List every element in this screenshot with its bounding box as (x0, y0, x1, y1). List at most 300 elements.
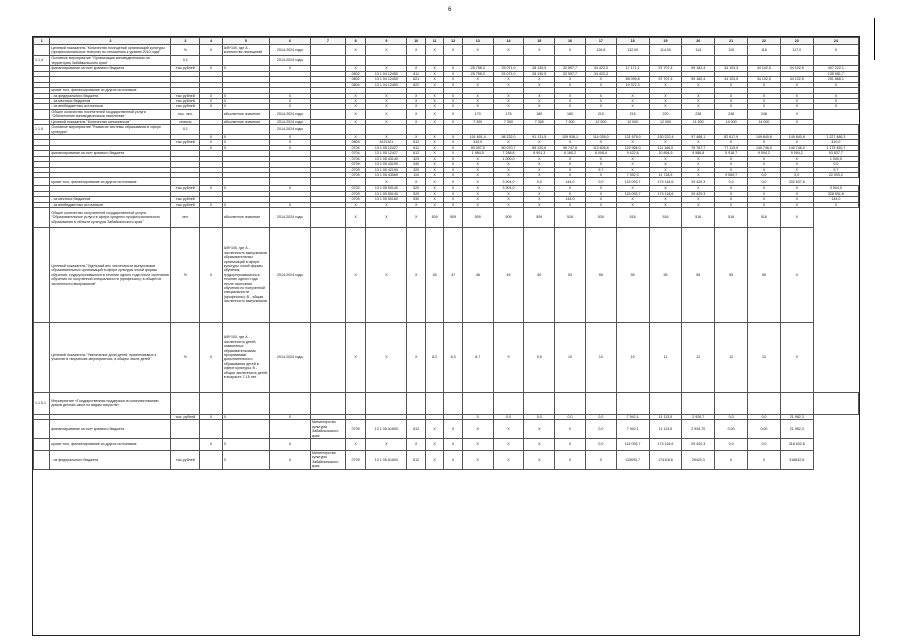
table-cell: X (585, 93, 616, 98)
table-cell (171, 438, 200, 450)
table-cell (524, 392, 555, 414)
table-cell: X (585, 202, 616, 207)
table-cell: X (345, 119, 366, 124)
table-cell: Министерство культуры Забайкальского края (310, 420, 345, 439)
header-row (34, 38, 859, 45)
table-cell: X (555, 167, 586, 172)
table-cell: 323 (407, 156, 425, 161)
table-cell: X (649, 197, 682, 202)
table-cell: X (649, 162, 682, 167)
table-cell: X (524, 191, 555, 196)
table-cell: X (444, 162, 462, 167)
table-cell: X (649, 167, 682, 172)
table-cell: X (524, 82, 555, 87)
table-cell: X (555, 186, 586, 191)
table-cell: X (493, 202, 524, 207)
budget-table-frame (32, 36, 860, 636)
table-cell: X (555, 45, 586, 56)
table-cell: 25 758,3 (462, 66, 493, 72)
table-cell: 9 094,2 (748, 151, 781, 156)
table-cell: 3 904,0 (813, 186, 858, 191)
table-cell (200, 56, 223, 66)
table-cell: X (780, 162, 813, 167)
table-cell: X (649, 156, 682, 161)
table-cell (780, 125, 813, 135)
row-title-cell: финансирование за счет краевого бюджета (50, 420, 171, 439)
table-cell (345, 125, 366, 135)
table-cell (366, 125, 407, 135)
table-cell: 55 (682, 227, 715, 322)
table-cell: X (200, 104, 223, 109)
table-cell: X (616, 202, 649, 207)
table-cell: 113 605,8 (585, 145, 616, 150)
table-cell: X (780, 109, 813, 119)
table-cell: 7 942,1 (616, 414, 649, 419)
table-cell: X (407, 45, 425, 56)
table-cell: X (345, 227, 366, 322)
table-row (34, 207, 859, 227)
table-cell: X (269, 450, 310, 469)
table-cell: X (493, 77, 524, 82)
table-cell: 2 926,7 (682, 414, 715, 419)
table-cell: 509 (425, 207, 443, 227)
table-cell: X (524, 197, 555, 202)
table-cell: 174 118,6 (649, 178, 682, 186)
table-cell: X (444, 191, 462, 196)
table-cell: X (682, 172, 715, 177)
table-cell: 7 300 (524, 119, 555, 124)
table-cell (310, 178, 345, 186)
table-cell: X (649, 202, 682, 207)
table-cell: X (715, 162, 748, 167)
table-cell: X (524, 186, 555, 191)
table-cell (407, 125, 425, 135)
table-cell: 516 (715, 207, 748, 227)
table-cell: 2014-2024 годы (269, 45, 310, 56)
table-cell: X (682, 99, 715, 104)
row-title-cell: Основное мероприятие "Организация киновидеопоказа на территории Забайкальского края" (50, 56, 171, 66)
table-cell: 328 591,6 (813, 191, 858, 196)
table-cell: 0,0 (715, 178, 748, 186)
table-cell: X (524, 162, 555, 167)
table-cell: X (493, 45, 524, 56)
table-cell: X (425, 82, 443, 87)
table-cell: 140 746,0 (780, 145, 813, 150)
table-cell: тыс.рублей (171, 66, 200, 72)
table-cell: 0802 (345, 77, 366, 82)
table-cell: 2014-2024 годы (269, 322, 310, 392)
table-cell (222, 420, 269, 439)
row-title-cell: Мероприятие «Государственная поддержка по комплектованию домов детских школ по видам искусств» (50, 392, 171, 414)
table-cell: X (269, 93, 310, 98)
table-cell: X (555, 77, 586, 82)
table-cell: 13 1 04 12450 (366, 72, 407, 77)
table-cell: 0802 (345, 72, 366, 77)
table-cell: % (171, 322, 200, 392)
table-cell: X (444, 197, 462, 202)
table-cell: 28 130,5 (524, 66, 555, 72)
table-cell: X (616, 197, 649, 202)
table-cell (444, 392, 462, 414)
table-cell: X (366, 202, 407, 207)
table-cell: X (444, 109, 462, 119)
table-cell: X (493, 167, 524, 172)
table-cell (200, 420, 223, 439)
table-cell: 8 901,3 (524, 151, 555, 156)
table-cell: 32 597,7 (555, 66, 586, 72)
table-cell: 0,0 (813, 162, 858, 167)
table-cell: X (366, 322, 407, 392)
table-cell: 34 103,3 (715, 66, 748, 72)
table-cell (310, 56, 345, 66)
table-cell: тыс. рублей (171, 414, 200, 419)
table-cell (310, 322, 345, 392)
table-cell: 9 069,7 (715, 172, 748, 177)
table-cell: 332 637,6 (780, 178, 813, 186)
table-cell: абсолютное значение (222, 109, 269, 119)
table-cell: X (462, 172, 493, 177)
table-cell: X (269, 66, 310, 72)
table-cell: X (425, 145, 443, 150)
table-cell: 115 093,7 (616, 178, 649, 186)
table-cell: X (748, 104, 781, 109)
table-cell (616, 56, 649, 66)
table-cell: 98 232,0 (493, 135, 524, 140)
table-cell: 320 (407, 167, 425, 172)
table-cell: 248 (715, 109, 748, 119)
table-cell: X (649, 99, 682, 104)
table-cell: X (585, 162, 616, 167)
table-cell: 21 982,3 (780, 414, 813, 419)
table-cell: X (813, 82, 858, 87)
table-cell: 115 093,7 (616, 191, 649, 196)
table-cell: X (366, 99, 407, 104)
table-cell: X (462, 202, 493, 207)
table-cell: X (444, 186, 462, 191)
table-cell: X (444, 145, 462, 150)
table-cell (366, 56, 407, 66)
table-cell (748, 56, 781, 66)
table-cell: X (200, 145, 223, 150)
table-cell: 0709 (345, 450, 366, 469)
table-cell: X (585, 186, 616, 191)
table-cell: X (555, 172, 586, 177)
margin-mark (874, 18, 875, 60)
table-cell: 611 (407, 145, 425, 150)
table-cell: X (269, 104, 310, 109)
column-header: 3 (171, 38, 200, 45)
table-cell: тыс.рублей (171, 202, 200, 207)
table-cell: X (555, 162, 586, 167)
table-cell: 76 767,7 (682, 145, 715, 150)
table-cell: X (462, 197, 493, 202)
table-cell: 96 747,8 (555, 145, 586, 150)
table-cell: X (616, 93, 649, 98)
table-cell: X (555, 438, 586, 450)
table-cell: 9,5 (524, 322, 555, 392)
table-cell: 0,1 (171, 56, 200, 66)
table-cell: Министерство культуры Забайкальского края (310, 450, 345, 469)
table-cell: X (444, 45, 462, 56)
table-cell (407, 392, 425, 414)
table-cell: 115 (715, 45, 748, 56)
table-cell: X (425, 77, 443, 82)
table-cell: X (425, 420, 443, 439)
table-row (34, 227, 859, 322)
column-header: 5 (222, 38, 269, 45)
table-cell: 11 500 (682, 119, 715, 124)
table-cell: X (345, 438, 366, 450)
table-cell: 11 113,5 (649, 420, 682, 439)
table-cell: X (715, 191, 748, 196)
table-cell: 117,0 (780, 45, 813, 56)
table-cell: 0,0 (555, 414, 586, 419)
table-cell (524, 125, 555, 135)
table-cell (780, 56, 813, 66)
table-cell: 318 632,6 (780, 438, 813, 450)
table-cell: 122 956,0 (616, 145, 649, 150)
table-cell (222, 56, 269, 66)
table-cell: 612 (407, 420, 425, 439)
table-cell: 0,0 (748, 178, 781, 186)
table-cell: X (345, 93, 366, 98)
table-cell: 170 (462, 109, 493, 119)
table-cell: 34 102,5 (780, 66, 813, 72)
table-cell: 13 1 05 43140 (366, 156, 407, 161)
table-cell: X (269, 140, 310, 145)
table-cell (780, 392, 813, 414)
table-cell: сеансы (171, 119, 200, 124)
table-cell: тыс.рублей (171, 197, 200, 202)
column-header: 7 (310, 38, 345, 45)
table-cell: X (425, 66, 443, 72)
table-cell: X (222, 99, 269, 104)
table-row (34, 178, 859, 186)
table-cell: 126,8 (585, 45, 616, 56)
table-cell: 93 837,7 (813, 151, 858, 156)
table-cell: 8,7 (462, 322, 493, 392)
table-cell (682, 392, 715, 414)
table-cell: 144,0 (555, 197, 586, 202)
table-cell: X (425, 151, 443, 156)
table-cell (310, 45, 345, 56)
table-cell: X (682, 156, 715, 161)
table-cell: 215 (616, 109, 649, 119)
table-cell: X (462, 104, 493, 109)
row-index-cell (34, 178, 50, 186)
table-cell: тыс. чел. (171, 109, 200, 119)
table-cell: X (585, 99, 616, 104)
column-header: 20 (682, 38, 715, 45)
row-index-cell (34, 207, 50, 227)
table-cell: X (555, 202, 586, 207)
table-cell: X (649, 82, 682, 87)
table-cell: 3 904,0 (493, 186, 524, 191)
table-cell: X (715, 186, 748, 191)
table-cell: X (345, 109, 366, 119)
row-index-cell (34, 438, 50, 450)
table-cell: 115 093,7 (616, 438, 649, 450)
table-cell: X (813, 93, 858, 98)
table-cell: 0704 (345, 145, 366, 150)
table-cell: 77 119,9 (715, 145, 748, 150)
table-cell: 530 (585, 207, 616, 227)
table-cell: X (425, 45, 443, 56)
table-cell: 101 601,4 (462, 135, 493, 140)
table-cell: X (425, 191, 443, 196)
table-cell: 1 000,0 (493, 156, 524, 161)
table-cell: X (748, 162, 781, 167)
table-cell: 0,0 (715, 438, 748, 450)
table-cell: X (493, 104, 524, 109)
table-cell: 2014-2024 годы (269, 227, 310, 322)
row-title-cell: - из внебюджетных источников (50, 104, 171, 109)
table-cell: X (222, 438, 269, 450)
row-title-cell: кроме того, финансирование из других источников: (50, 178, 171, 186)
table-cell: 516 (748, 207, 781, 227)
table-cell: X (425, 172, 443, 177)
page-number: 6 (448, 7, 452, 13)
table-cell: X (585, 104, 616, 109)
table-cell: X (407, 104, 425, 109)
table-cell: 55 (616, 227, 649, 322)
table-cell: X (715, 450, 748, 469)
table-cell (682, 125, 715, 135)
table-cell: X (780, 99, 813, 104)
column-header: 9 (366, 38, 407, 45)
table-cell: X (345, 135, 366, 140)
table-cell: X (616, 162, 649, 167)
column-header: 21 (715, 38, 748, 45)
table-cell: 251 868,1 (813, 77, 858, 82)
table-cell: 34 423,3 (585, 66, 616, 72)
table-cell: 55 (585, 227, 616, 322)
table-cell: X (813, 202, 858, 207)
table-cell (616, 392, 649, 414)
table-cell (425, 56, 443, 66)
table-cell: X (425, 140, 443, 145)
table-cell: 12 (682, 322, 715, 392)
table-cell: X (444, 66, 462, 72)
table-cell: X (462, 162, 493, 167)
table-cell: X (524, 99, 555, 104)
table-cell: X (524, 156, 555, 161)
table-cell: 509 (444, 207, 462, 227)
row-title-cell: - из федерального бюджета (50, 93, 171, 98)
table-cell: 2014-2024 годы (269, 125, 310, 135)
table-cell (444, 125, 462, 135)
table-cell: X (366, 45, 407, 56)
table-cell: X (366, 93, 407, 98)
table-cell: 49 (493, 227, 524, 322)
table-cell: X (222, 135, 269, 140)
table-cell: X (269, 202, 310, 207)
table-cell: 19 372,3 (616, 82, 649, 87)
table-cell (345, 392, 366, 414)
row-title-cell: - из федерального бюджета (50, 450, 171, 469)
table-cell: 13 1 05 42190 (366, 167, 407, 172)
table-cell: X (649, 104, 682, 109)
table-cell: X (813, 45, 858, 56)
table-cell: 97 488,1 (682, 135, 715, 140)
table-cell: 131 679,0 (616, 135, 649, 140)
table-cell: 29 420,3 (682, 438, 715, 450)
table-cell: X (444, 82, 462, 87)
table-cell: 2 926,70 (682, 420, 715, 439)
table-cell (462, 125, 493, 135)
table-cell: 25 758,3 (462, 72, 493, 77)
table-cell: 34 102,5 (748, 77, 781, 82)
table-cell: 109 938,1 (555, 135, 586, 140)
table-cell: X (555, 99, 586, 104)
table-cell: 149 840,8 (780, 135, 813, 140)
table-cell: X (682, 167, 715, 172)
table-cell: X (444, 450, 462, 469)
table-cell: 0804 (345, 82, 366, 87)
table-cell: 8 008,4 (585, 151, 616, 156)
row-title-cell: Целевой показатель "Количество посещений организаций культуры (профессиональных театров) по отношению к уровню 2010 года" (50, 45, 171, 56)
table-cell: 13 1 05 12427 (366, 151, 407, 156)
table-cell: X (222, 66, 269, 72)
table-cell: 7 300 (462, 119, 493, 124)
table-cell: 17 171,1 (616, 66, 649, 72)
table-cell (585, 56, 616, 66)
table-cell: тыс.рублей (171, 450, 200, 469)
table-row (34, 56, 859, 66)
table-cell (200, 392, 223, 414)
table-cell: 55 (715, 227, 748, 322)
table-cell: X (780, 82, 813, 87)
table-cell (200, 109, 223, 119)
row-title-cell: финансирование за счет краевого бюджета (50, 151, 171, 156)
table-cell: 0709 (345, 420, 366, 439)
table-cell: X (524, 450, 555, 469)
table-cell (310, 227, 345, 322)
table-cell (555, 56, 586, 66)
table-cell: 12 (715, 322, 748, 392)
table-cell: X (222, 93, 269, 98)
table-cell: тыс.рублей (171, 93, 200, 98)
table-cell: 116 (748, 45, 781, 56)
table-cell: X (715, 197, 748, 202)
table-cell (493, 392, 524, 414)
table-cell (524, 56, 555, 66)
table-cell: 21 982,3 (780, 420, 813, 439)
table-cell (269, 420, 310, 439)
table-row (34, 322, 859, 392)
table-cell: 144,0 (555, 178, 586, 186)
table-cell: 8,3 (444, 322, 462, 392)
table-cell: 1 984,5 (462, 151, 493, 156)
table-row (34, 45, 859, 56)
table-cell: 10 (616, 322, 649, 392)
table-cell: 7 392,3 (616, 172, 649, 177)
table-cell: X (462, 82, 493, 87)
table-cell: 516 (555, 207, 586, 227)
table-cell: X (444, 99, 462, 104)
table-cell: 509 (524, 207, 555, 227)
table-cell: X (462, 178, 493, 186)
table-cell: % (171, 227, 200, 322)
table-cell: 0,1 (171, 125, 200, 135)
table-cell: X (682, 140, 715, 145)
table-cell: 12 000 (616, 119, 649, 124)
table-cell (555, 125, 586, 135)
column-header: 14 (493, 38, 524, 45)
table-cell: X (616, 186, 649, 191)
table-cell: X (715, 99, 748, 104)
table-cell: X (493, 140, 524, 145)
